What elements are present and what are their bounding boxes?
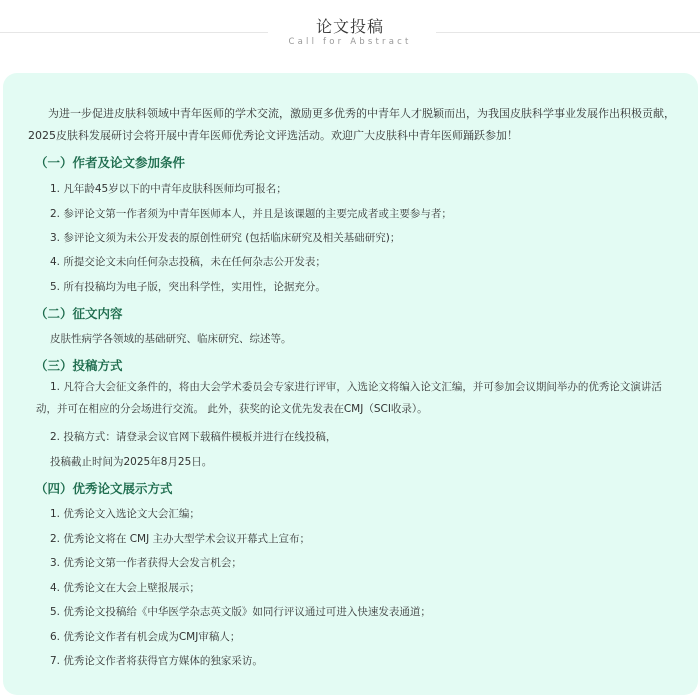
page-header bbox=[0, 0, 700, 60]
list-item: 1. 凡符合大会征文条件的，将由大会学术委员会专家进行评审，入选论文将编入论文汇编，并可参加会议期间举办的优秀论文演讲活动，并可在相应的分会场进行交流。 此外，获奖的论文优先发表在CMJ（SCI收录）。 bbox=[36, 381, 662, 415]
list-item: 2. 参评论文第一作者须为中青年医师本人，并且是该课题的主要完成者或主要参与者； bbox=[50, 208, 452, 220]
deadline-text: 投稿截止时间为2025年8月25日。 bbox=[50, 456, 213, 468]
section-heading-showcase: （四）优秀论文展示方式 bbox=[35, 481, 173, 496]
page-subtitle: Call for Abstract bbox=[288, 37, 412, 47]
list-item: 3. 参评论文须为未公开发表的原创性研究 (包括临床研究及相关基础研究)； bbox=[50, 232, 401, 244]
list-item: 7. 优秀论文作者将获得官方媒体的独家采访。 bbox=[50, 655, 263, 667]
list-item: 4. 所提交论文未向任何杂志投稿，未在任何杂志公开发表； bbox=[50, 256, 326, 268]
section-heading-submission: （三）投稿方式 bbox=[35, 358, 123, 373]
list-item: 1. 优秀论文入选论文大会汇编； bbox=[50, 508, 200, 520]
list-item: 6. 优秀论文作者有机会成为CMJ审稿人； bbox=[50, 631, 241, 643]
intro-paragraph: 为进一步促进皮肤科领域中青年医师的学术交流，激励更多优秀的中青年人才脱颖而出，为我国皮肤科学事业发展作出积极贡献，2025皮肤科发展研讨会将开展中青年医师优秀论文评选活动。欢迎广大皮肤科中青年医师踊跃参加！ bbox=[28, 107, 675, 142]
list-item: 2. 投稿方式：请登录会议官网下载稿件模板并进行在线投稿， bbox=[50, 431, 337, 443]
list-item: 4. 优秀论文在大会上壁报展示； bbox=[50, 582, 200, 594]
list-item: 3. 优秀论文第一作者获得大会发言机会； bbox=[50, 557, 242, 569]
section-heading-eligibility: （一）作者及论文参加条件 bbox=[35, 155, 186, 170]
list-item: 5. 所有投稿均为电子版，突出科学性，实用性，论据充分。 bbox=[50, 281, 326, 293]
list-item: 5. 优秀论文投稿给《中华医学杂志英文版》如同行评议通过可进入快速发表通道； bbox=[50, 606, 431, 618]
list-item: 2. 优秀论文将在 CMJ 主办大型学术会议开幕式上宣布； bbox=[50, 533, 311, 545]
list-item: 1. 凡年龄45岁以下的中青年皮肤科医师均可报名； bbox=[50, 183, 287, 195]
topics-text: 皮肤性病学各领域的基础研究、临床研究、综述等。 bbox=[50, 333, 292, 345]
section-heading-topics: （二）征文内容 bbox=[35, 306, 123, 321]
page-title: 论文投稿 bbox=[315, 17, 384, 36]
